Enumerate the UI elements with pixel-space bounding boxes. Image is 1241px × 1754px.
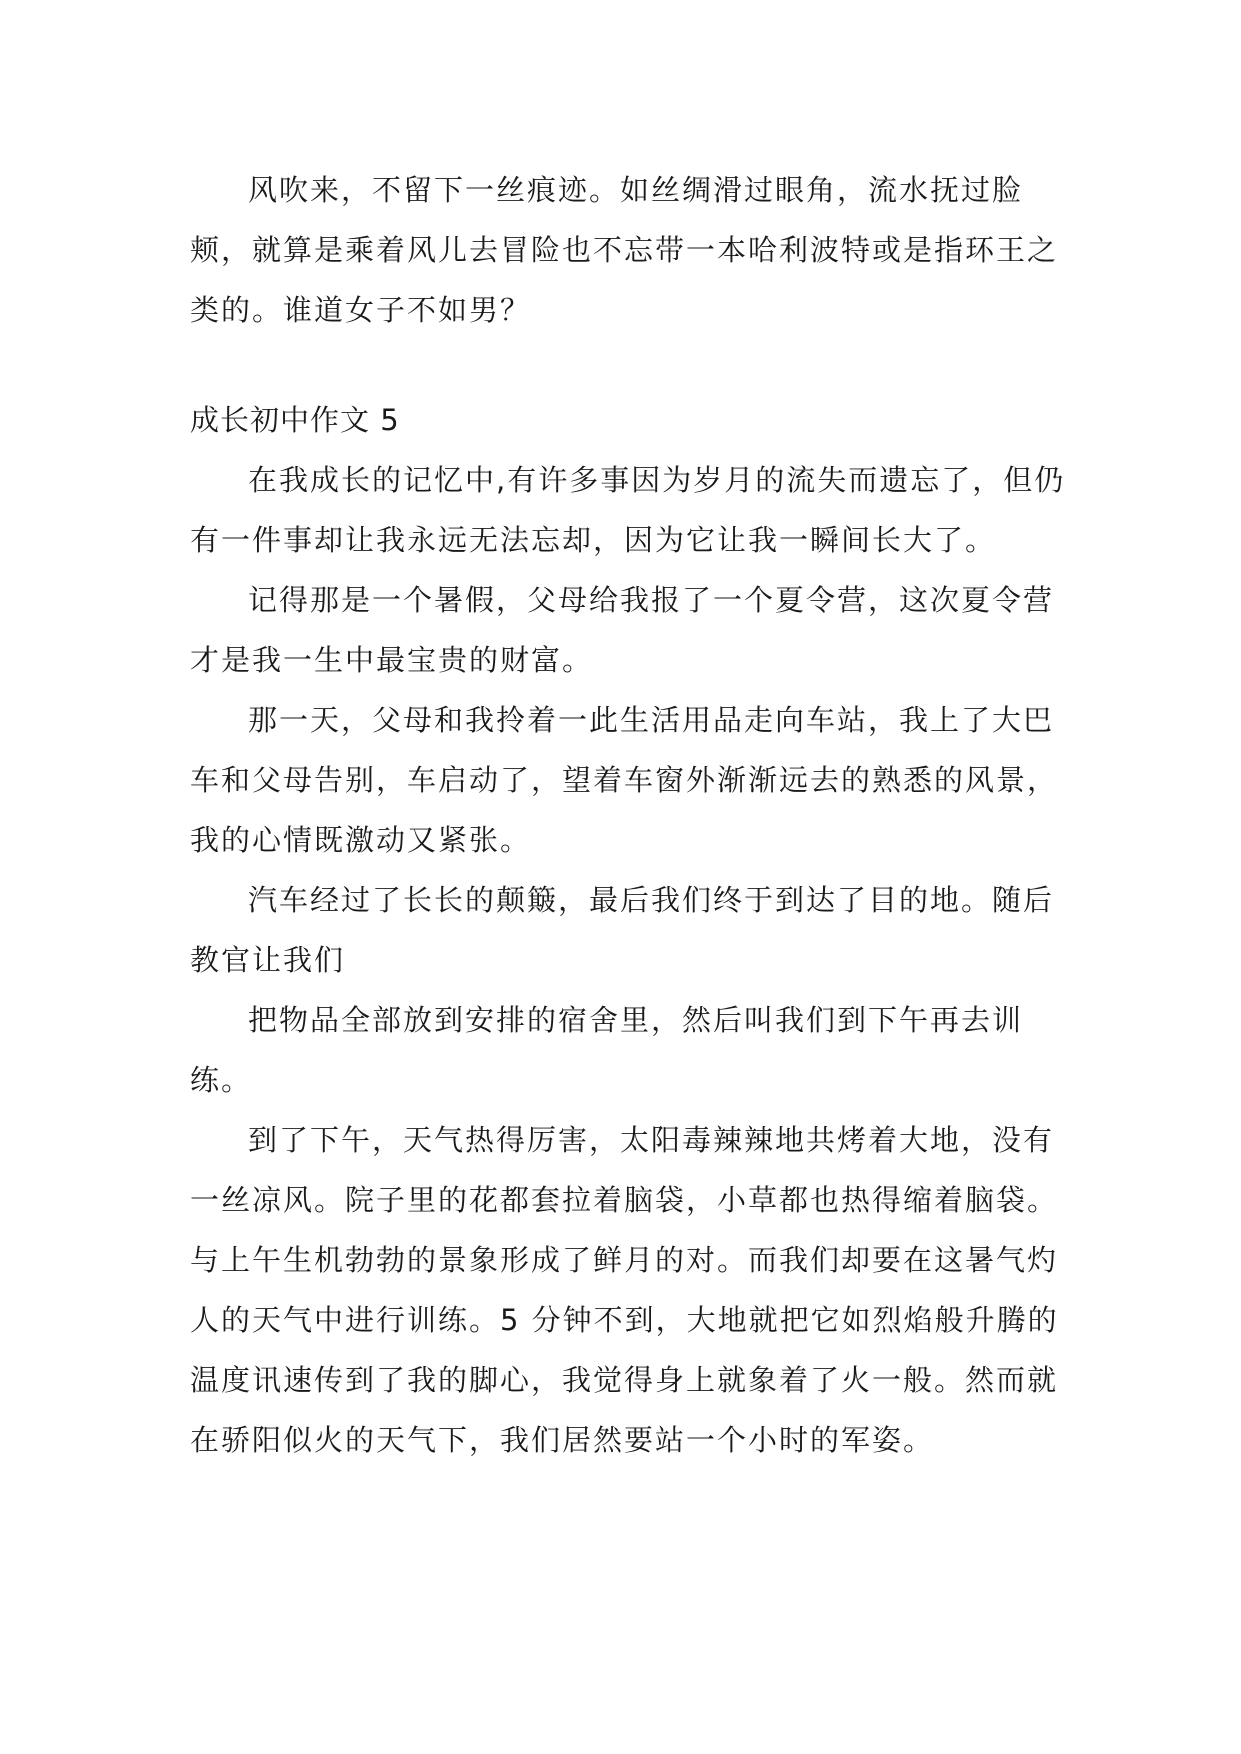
paragraph-3: 那一天，父母和我拎着一此生活用品走向车站，我上了大巴车和父母告别，车启动了，望着车窗外渐渐远去的熟悉的风景，我的心情既激动又紧张。 [190, 703, 1059, 857]
paragraph-6: 到了下午，天气热得厉害，太阳毒辣辣地共烤着大地，没有一丝凉风。院子里的花都套拉着脑袋，小草都也热得缩着脑袋。与上午生机勃勃的景象形成了鲜月的对。而我们却要在这暑气灼人的天气中进行训练。5 分钟不到，大地就把它如烈焰般升腾的温度讯速传到了我的脚心，我觉得身上就象着了火一般。然而就在骄阳似火的天气下，我们居然要站一个小时的军姿。 [190, 1123, 1059, 1457]
paragraph-5: 把物品全部放到安排的宿舍里，然后叫我们到下午再去训练。 [190, 1003, 1024, 1097]
paragraph-2: 记得那是一个暑假，父母给我报了一个夏令营，这次夏令营才是我一生中最宝贵的财富。 [190, 583, 1055, 677]
section-title: 成长初中作文 5 [190, 403, 400, 437]
document-body [190, 160, 1070, 1470]
intro-paragraph: 风吹来，不留下一丝痕迹。如丝绸滑过眼角，流水抚过脸颊，就算是乘着风儿去冒险也不忘带一本哈利波特或是指环王之类的。谁道女子不如男？ [190, 173, 1059, 327]
paragraph-1: 在我成长的记忆中,有许多事因为岁月的流失而遗忘了，但仍有一件事却让我永远无法忘却，因为它让我一瞬间长大了。 [190, 463, 1066, 557]
paragraph-4: 汽车经过了长长的颠簸，最后我们终于到达了目的地。随后教官让我们 [190, 883, 1055, 977]
